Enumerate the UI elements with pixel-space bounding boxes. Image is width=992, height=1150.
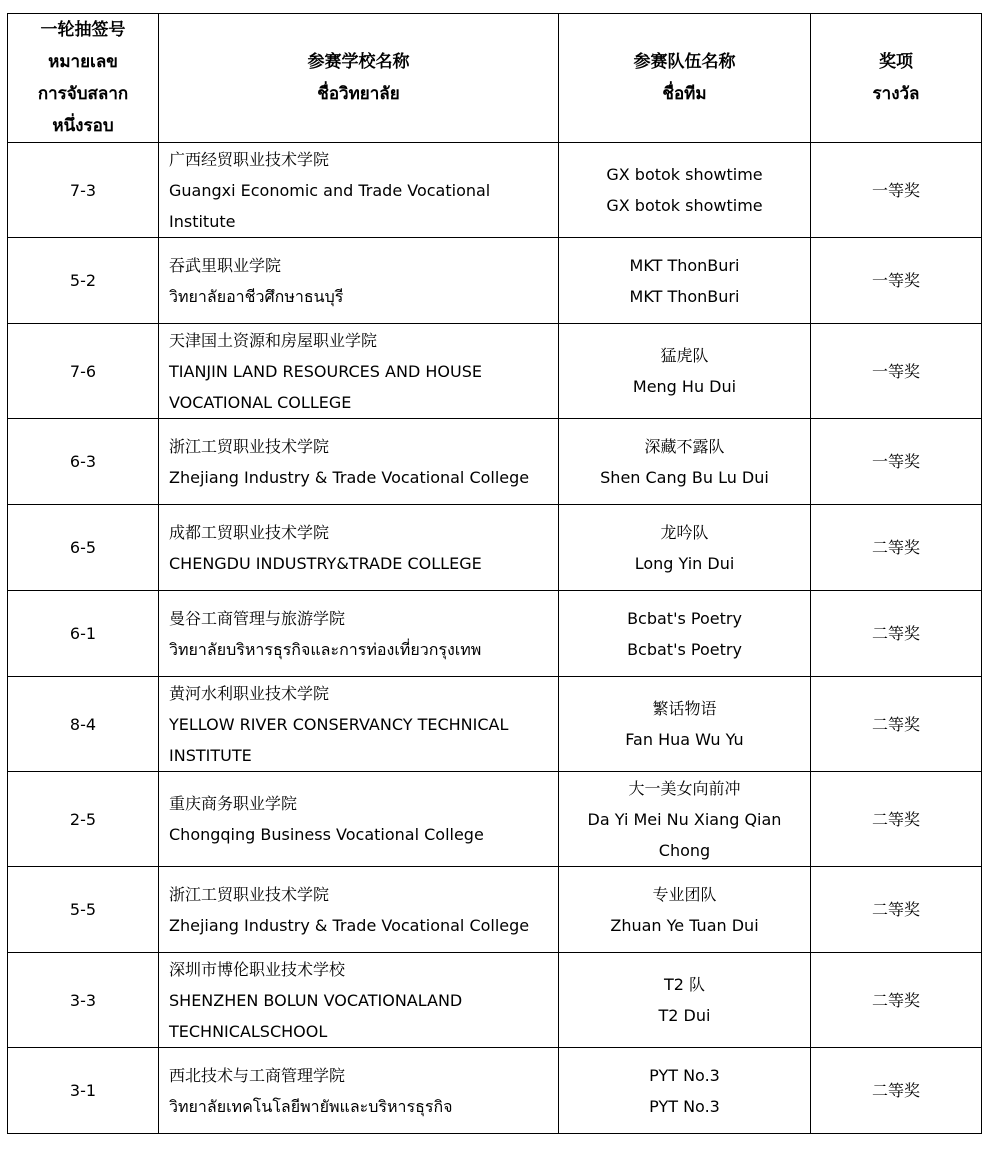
lot-number-cell: 5-5: [8, 867, 159, 953]
table-row: [8, 591, 982, 677]
award-cell: 一等奖: [811, 238, 982, 324]
team-name-line: 龙吟队: [660, 522, 709, 542]
school-name-cell: [159, 238, 559, 324]
lot-number-cell: 7-3: [8, 143, 159, 238]
school-name-cell: [159, 1048, 559, 1134]
team-name-line: MKT ThonBuri: [629, 286, 740, 306]
school-name-line: Zhejiang Industry & Trade Vocational College: [169, 915, 530, 935]
table-row: [8, 419, 982, 505]
header-lot-line: หมายเลข: [48, 52, 118, 72]
header-award-line: รางวัล: [872, 84, 920, 104]
award-cell: 二等奖: [811, 1048, 982, 1134]
header-lot-line: หนึ่งรอบ: [52, 116, 114, 136]
team-name-cell: [559, 419, 811, 505]
school-name-line: Institute: [169, 211, 236, 231]
table-row: [8, 772, 982, 867]
table-row: [8, 238, 982, 324]
header-row: [8, 14, 982, 143]
school-name-cell: [159, 867, 559, 953]
award-cell: 二等奖: [811, 772, 982, 867]
team-name-cell: [559, 677, 811, 772]
school-name-line: วิทยาลัยบริหารธุรกิจและการท่องเที่ยวกรุงเทพ: [169, 639, 482, 659]
school-name-line: 深圳市博伦职业技术学校: [169, 959, 346, 979]
school-name-line: 吞武里职业学院: [169, 255, 282, 275]
award-cell: 一等奖: [811, 143, 982, 238]
table-row: [8, 677, 982, 772]
header-lot-line: 一轮抽签号: [40, 20, 126, 40]
school-name-cell: [159, 505, 559, 591]
school-name-line: Chongqing Business Vocational College: [169, 825, 484, 844]
header-school-line: ชื่อวิทยาลัย: [317, 84, 400, 104]
award-cell: 二等奖: [811, 867, 982, 953]
school-name-line: 黄河水利职业技术学院: [169, 683, 330, 703]
header-team-line: ชื่อทีม: [662, 84, 707, 104]
school-name-line: YELLOW RIVER CONSERVANCY TECHNICAL: [169, 714, 509, 734]
lot-number-cell: 8-4: [8, 677, 159, 772]
school-name-line: SHENZHEN BOLUN VOCATIONALAND: [169, 990, 463, 1010]
lot-number-cell: 2-5: [8, 772, 159, 867]
team-name-cell: [559, 953, 811, 1048]
award-cell: 二等奖: [811, 505, 982, 591]
school-name-line: CHENGDU INDUSTRY&TRADE COLLEGE: [169, 553, 482, 573]
team-name-line: 深藏不露队: [644, 436, 725, 456]
school-name-cell: [159, 143, 559, 238]
lot-number-cell: 6-1: [8, 591, 159, 677]
table-row: [8, 1048, 982, 1134]
results-table: [7, 13, 982, 1134]
team-name-line: MKT ThonBuri: [629, 255, 740, 275]
school-name-line: 浙江工贸职业技术学院: [169, 436, 330, 456]
table-row: [8, 505, 982, 591]
team-name-cell: [559, 591, 811, 677]
award-cell: 二等奖: [811, 953, 982, 1048]
school-name-line: 浙江工贸职业技术学院: [169, 884, 330, 904]
team-name-cell: [559, 324, 811, 419]
team-name-line: Bcbat's Poetry: [627, 639, 742, 659]
team-name-line: Zhuan Ye Tuan Dui: [610, 915, 759, 935]
team-name-line: 猛虎队: [660, 346, 709, 365]
school-name-line: 重庆商务职业学院: [169, 794, 298, 813]
school-name-cell: [159, 324, 559, 419]
award-cell: 二等奖: [811, 677, 982, 772]
lot-number-cell: 3-1: [8, 1048, 159, 1134]
team-name-line: GX botok showtime: [606, 165, 763, 184]
team-name-line: T2 Dui: [658, 1006, 711, 1025]
school-name-cell: [159, 591, 559, 677]
lot-number-cell: 7-6: [8, 324, 159, 419]
team-name-line: PYT No.3: [649, 1065, 720, 1085]
table-row: [8, 324, 982, 419]
team-name-cell: [559, 867, 811, 953]
table-row: [8, 143, 982, 238]
team-name-line: T2 队: [663, 975, 706, 994]
header-award: [811, 14, 982, 143]
school-name-cell: [159, 677, 559, 772]
header-lot-number: [8, 14, 159, 143]
team-name-line: Shen Cang Bu Lu Dui: [600, 467, 769, 487]
school-name-cell: [159, 953, 559, 1048]
school-name-line: 广西经贸职业技术学院: [169, 149, 330, 169]
table-row: [8, 867, 982, 953]
team-name-line: Chong: [658, 840, 711, 860]
school-name-line: Guangxi Economic and Trade Vocational: [169, 180, 491, 200]
lot-number-cell: 5-2: [8, 238, 159, 324]
school-name-line: TECHNICALSCHOOL: [169, 1021, 328, 1041]
school-name-line: 曼谷工商管理与旅游学院: [169, 608, 346, 628]
school-name-line: INSTITUTE: [169, 745, 252, 765]
team-name-cell: [559, 1048, 811, 1134]
school-name-line: 西北技术与工商管理学院: [169, 1065, 346, 1085]
award-cell: 二等奖: [811, 591, 982, 677]
team-name-cell: [559, 772, 811, 867]
lot-number-cell: 6-5: [8, 505, 159, 591]
school-name-line: 成都工贸职业技术学院: [169, 522, 330, 542]
team-name-cell: [559, 143, 811, 238]
lot-number-cell: 3-3: [8, 953, 159, 1048]
team-name-line: Fan Hua Wu Yu: [625, 730, 744, 749]
school-name-line: VOCATIONAL COLLEGE: [169, 392, 352, 412]
header-school-line: 参赛学校名称: [307, 52, 410, 72]
team-name-line: Da Yi Mei Nu Xiang Qian: [587, 809, 782, 829]
school-name-line: วิทยาลัยเทคโนโลยีพายัพและบริหารธุรกิจ: [169, 1096, 453, 1116]
header-team-name: [559, 14, 811, 143]
team-name-line: 繁话物语: [652, 699, 717, 718]
team-name-cell: [559, 238, 811, 324]
header-lot-line: การจับสลาก: [37, 84, 129, 104]
school-name-line: วิทยาลัยอาชีวศึกษาธนบุรี: [169, 286, 344, 306]
school-name-cell: [159, 419, 559, 505]
header-school-name: [159, 14, 559, 143]
team-name-line: GX botok showtime: [606, 196, 763, 215]
school-name-line: TIANJIN LAND RESOURCES AND HOUSE: [169, 361, 482, 381]
team-name-line: Bcbat's Poetry: [627, 608, 742, 628]
award-cell: 一等奖: [811, 419, 982, 505]
team-name-line: Meng Hu Dui: [632, 377, 737, 396]
team-name-line: PYT No.3: [649, 1096, 720, 1116]
lot-number-cell: 6-3: [8, 419, 159, 505]
team-name-cell: [559, 505, 811, 591]
team-name-line: Long Yin Dui: [634, 553, 735, 573]
header-team-line: 参赛队伍名称: [633, 52, 736, 72]
school-name-line: Zhejiang Industry & Trade Vocational College: [169, 467, 530, 487]
header-award-line: 奖项: [879, 52, 913, 72]
table-row: [8, 953, 982, 1048]
team-name-line: 专业团队: [652, 884, 717, 904]
school-name-cell: [159, 772, 559, 867]
school-name-line: 天津国土资源和房屋职业学院: [169, 330, 378, 350]
team-name-line: 大一美女向前冲: [628, 778, 741, 798]
award-cell: 一等奖: [811, 324, 982, 419]
